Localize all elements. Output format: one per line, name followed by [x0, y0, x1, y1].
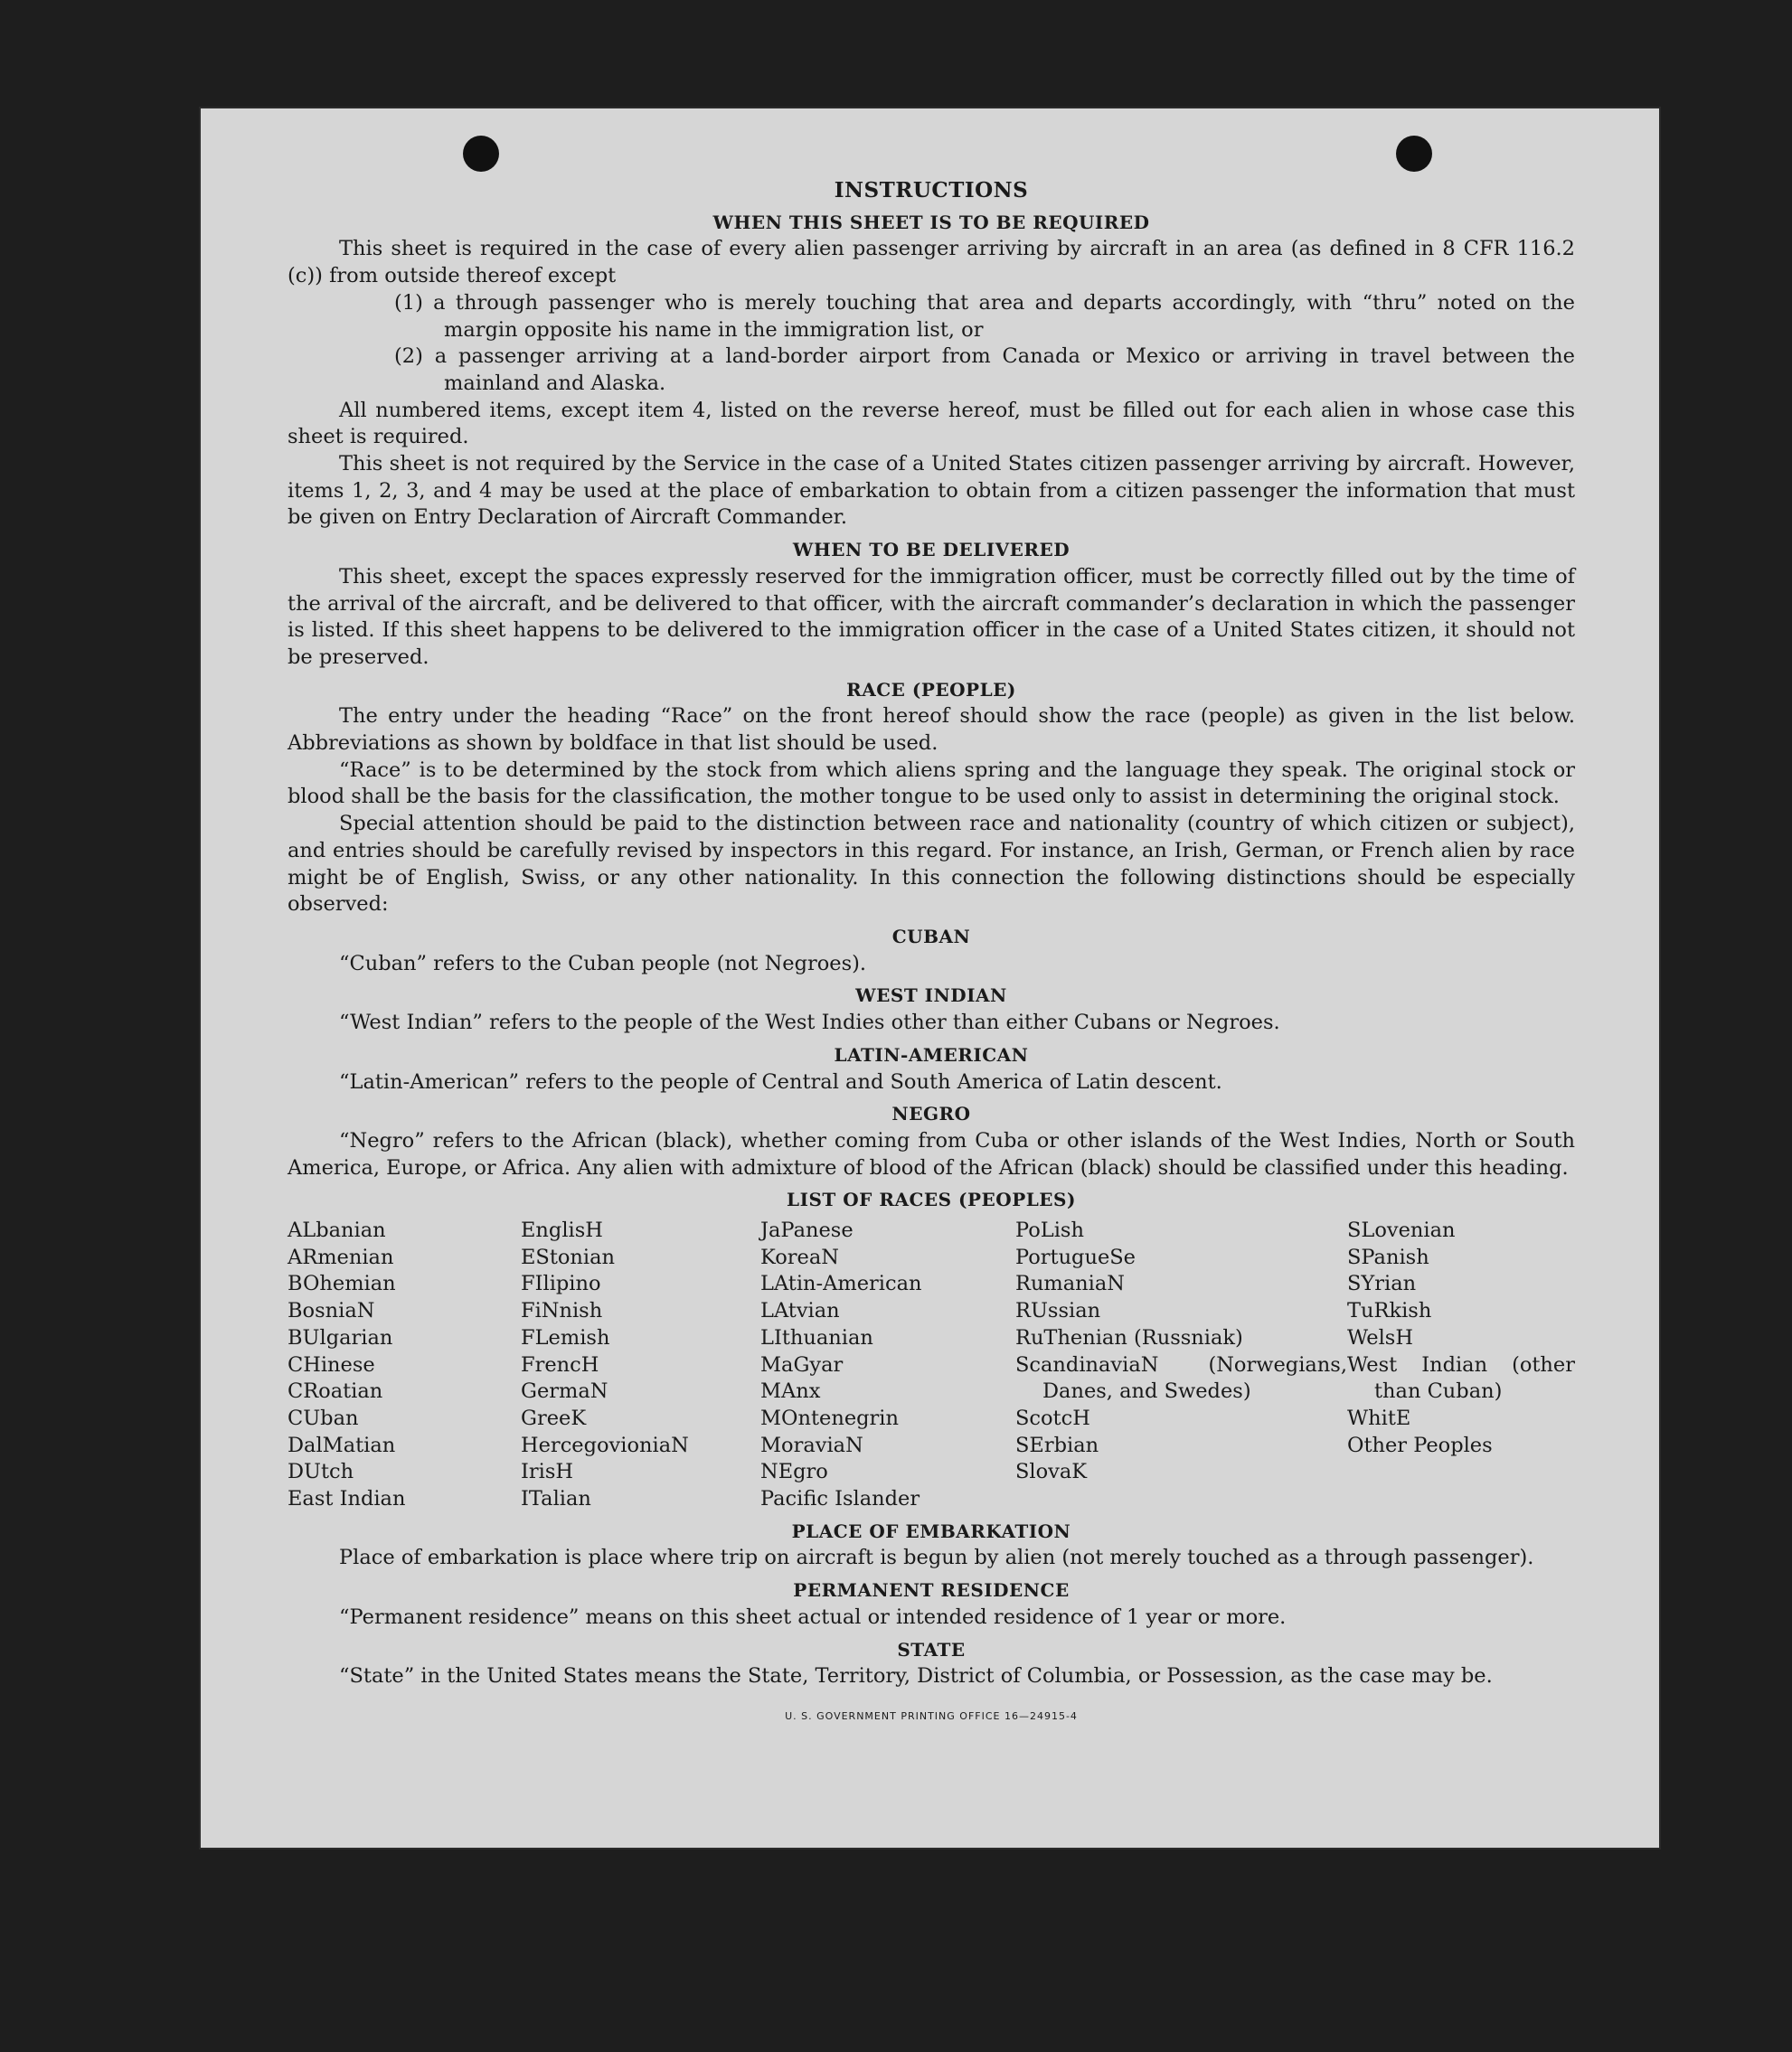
race-entry: FrencH: [521, 1352, 599, 1377]
paragraph: Special attention should be paid to the distinction between race and nationality (country of which citizen or subject), and entries should be carefully revised by inspectors in this regard. For instance, an Irish, German, or French alien by race might be of English, Swiss, or any other nationality. In this connection the following distinctions should be especially observed:: [288, 812, 1575, 917]
paragraph: “Latin-American” refers to the people of Central and South America of Latin descent.: [339, 1069, 1222, 1094]
paragraph: “State” in the United States means the State, Territory, District of Columbia, or Possession, as the case may be.: [339, 1664, 1493, 1689]
race-entry: BOhemian: [288, 1272, 396, 1296]
race-entry: SYrian: [1347, 1272, 1417, 1296]
race-entry: GreeK: [521, 1406, 587, 1430]
paragraph: The entry under the heading “Race” on the front hereof should show the race (people) as given in the list below. Abbreviations as shown by boldface in that list should be used.: [288, 704, 1575, 756]
race-entry: SErbian: [1015, 1433, 1099, 1457]
race-entry: HercegovioniaN: [521, 1433, 689, 1457]
race-entry: West Indian (other than Cuban): [1347, 1352, 1575, 1404]
race-entry: KoreaN: [760, 1245, 839, 1269]
race-entry: LAtin-American: [760, 1272, 922, 1296]
punch-hole-right: [1396, 136, 1432, 172]
race-entry: FIlipino: [521, 1272, 601, 1296]
paragraph: “Race” is to be determined by the stock from which aliens spring and the language they speak. The original stock or blood shall be the basis for the classification, the mother tongue to be used only to assist in determining the original stock.: [288, 758, 1575, 809]
paragraph: “Negro” refers to the African (black), whether coming from Cuba or other islands of the West Indies, North or South America, Europe, or Africa. Any alien with admixture of blood of the African (black) should be classified under this heading.: [288, 1128, 1575, 1180]
heading-place-of-embarkation: PLACE OF EMBARKATION: [791, 1520, 1071, 1542]
race-entry: FLemish: [521, 1325, 610, 1350]
race-entry: RumaniaN: [1015, 1272, 1125, 1296]
race-entry: CRoatian: [288, 1379, 383, 1404]
heading-permanent-residence: PERMANENT RESIDENCE: [793, 1579, 1070, 1602]
races-column-2: [521, 1218, 760, 1513]
race-entry: CUban: [288, 1406, 359, 1430]
paragraph: “West Indian” refers to the people of the West Indies other than either Cubans or Negroes.: [339, 1011, 1280, 1035]
heading-list-of-races: LIST OF RACES (PEOPLES): [787, 1189, 1076, 1211]
paragraph: This sheet is not required by the Service in the case of a United States citizen passenger arriving by aircraft. However, items 1, 2, 3, and 4 may be used at the place of embarkation to obtain from a citizen passenger the information that must be given on Entry Declaration of Aircraft Commander.: [288, 452, 1575, 530]
race-entry: SLovenian: [1347, 1219, 1456, 1243]
race-entry: EStonian: [521, 1245, 616, 1269]
printing-office-footer: U. S. GOVERNMENT PRINTING OFFICE 16—24915-4: [785, 1709, 1078, 1722]
race-entry: LAtvian: [760, 1299, 840, 1323]
races-column-3: [760, 1218, 1015, 1513]
race-entry: PortugueSe: [1015, 1245, 1137, 1269]
paragraph: Place of embarkation is place where trip on aircraft is begun by alien (not merely touched as a through passenger).: [339, 1546, 1534, 1570]
races-column-5: [1347, 1218, 1575, 1513]
document-sheet: [199, 107, 1661, 1850]
race-entry: CHinese: [288, 1352, 375, 1377]
race-entry: JaPanese: [760, 1219, 854, 1243]
race-entry: GermaN: [521, 1379, 608, 1404]
race-entry: PoLish: [1015, 1219, 1084, 1243]
heading-state: STATE: [897, 1638, 966, 1661]
race-entry: RUssian: [1015, 1299, 1101, 1323]
race-entry: ITalian: [521, 1487, 591, 1511]
heading-race: RACE (PEOPLE): [846, 678, 1016, 701]
race-entry: ALbanian: [288, 1219, 386, 1243]
page-title: INSTRUCTIONS: [834, 178, 1029, 202]
heading-when-required: WHEN THIS SHEET IS TO BE REQUIRED: [712, 211, 1150, 233]
race-entry: IrisH: [521, 1460, 574, 1484]
race-entry: MaGyar: [760, 1352, 844, 1377]
races-list: [288, 1218, 1575, 1513]
paragraph: All numbered items, except item 4, listed on the reverse hereof, must be filled out for each alien in whose case this sheet is required.: [288, 398, 1575, 449]
race-entry: ScandinaviaN (Norwegians, Danes, and Swedes): [1015, 1352, 1347, 1404]
heading-when-delivered: WHEN TO BE DELIVERED: [792, 539, 1070, 561]
race-entry: RuThenian (Russniak): [1015, 1325, 1243, 1350]
race-entry: ARmenian: [288, 1245, 394, 1269]
race-entry: EnglisH: [521, 1219, 603, 1243]
race-entry: LIthuanian: [760, 1325, 873, 1350]
race-entry: WelsH: [1347, 1325, 1413, 1350]
race-entry: SlovaK: [1015, 1460, 1088, 1484]
paragraph: This sheet is required in the case of every alien passenger arriving by aircraft in an area (as defined in 8 CFR 116.2 (c)) from outside thereof except: [288, 237, 1575, 288]
heading-negro: NEGRO: [891, 1103, 971, 1125]
race-entry: BosniaN: [288, 1299, 375, 1323]
race-entry: MOntenegrin: [760, 1406, 899, 1430]
exception-item-1: (1) a through passenger who is merely touching that area and departs accordingly, with “thru” noted on the margin opposite his name in the immigration list, or: [394, 290, 1575, 342]
exception-item-2: (2) a passenger arriving at a land-border airport from Canada or Mexico or arriving in travel between the mainland and Alaska.: [394, 344, 1575, 395]
paragraph: “Cuban” refers to the Cuban people (not Negroes).: [339, 951, 867, 975]
race-entry: NEgro: [760, 1460, 828, 1484]
race-entry: ScotcH: [1015, 1406, 1090, 1430]
race-entry: WhitE: [1347, 1406, 1411, 1430]
punch-hole-left: [463, 136, 499, 172]
paragraph: This sheet, except the spaces expressly reserved for the immigration officer, must be correctly filled out by the time of the arrival of the aircraft, and be delivered to that officer, with the aircraft commander’s declaration in which the passenger is listed. If this sheet happens to be delivered to the immigration officer in the case of a United States citizen, it should not be preserved.: [288, 564, 1575, 669]
race-entry: FiNnish: [521, 1299, 603, 1323]
race-entry: SPanish: [1347, 1245, 1429, 1269]
race-entry: DalMatian: [288, 1433, 396, 1457]
heading-latin-american: LATIN-AMERICAN: [834, 1043, 1029, 1066]
race-entry: Pacific Islander: [760, 1487, 920, 1511]
races-column-4: [1015, 1218, 1347, 1513]
heading-west-indian: WEST INDIAN: [855, 984, 1007, 1007]
races-column-1: [288, 1218, 521, 1513]
race-entry: DUtch: [288, 1460, 354, 1484]
race-entry: TuRkish: [1347, 1299, 1432, 1323]
race-entry: MoraviaN: [760, 1433, 863, 1457]
race-entry: Other Peoples: [1347, 1433, 1493, 1457]
race-entry: East Indian: [288, 1487, 406, 1511]
instructions-content: [288, 177, 1575, 1730]
race-entry: BUlgarian: [288, 1325, 393, 1350]
paragraph: “Permanent residence” means on this sheet actual or intended residence of 1 year or more.: [339, 1605, 1287, 1629]
heading-cuban: CUBAN: [891, 925, 971, 947]
race-entry: MAnx: [760, 1379, 821, 1404]
